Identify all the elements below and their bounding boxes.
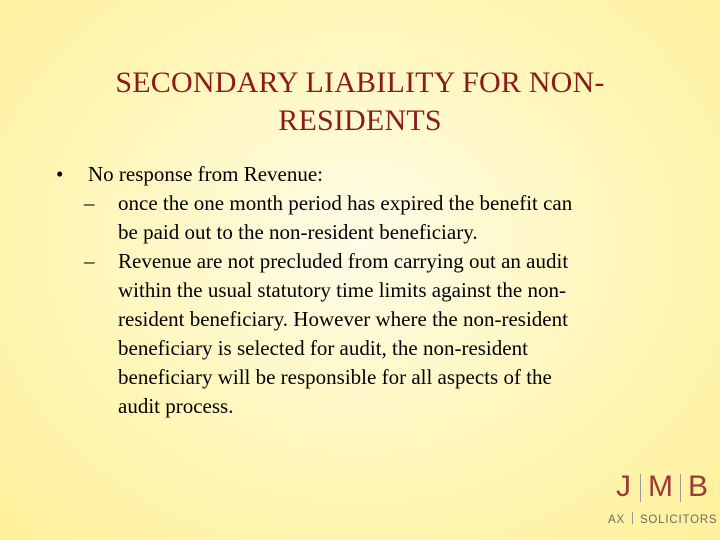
slide-title [60, 64, 660, 140]
slide-title-line-1: SECONDARY LIABILITY FOR NON- [115, 66, 605, 99]
sub-item-marker: – [84, 191, 95, 215]
logo-divider [632, 512, 633, 524]
logo-letter-b: B [688, 470, 709, 503]
sub-item-2 [56, 247, 656, 421]
sub-item-2-line-1: Revenue are not precluded from carrying out an audit [118, 249, 569, 273]
logo-letter-j: J [616, 470, 631, 503]
sub-item-1-line-1: once the one month period has expired the benefit can [118, 191, 573, 215]
logo-divider [680, 474, 681, 502]
logo-tagline-part-2: SOLICITORS [639, 514, 718, 526]
sub-item-2-line-4: beneficiary is selected for audit, the non-resident [118, 336, 528, 360]
sub-item-2-line-5: beneficiary will be responsible for all aspects of the [118, 365, 552, 389]
firm-logo [600, 468, 720, 540]
sub-item-2-line-3: resident beneficiary. However where the non-resident [118, 307, 568, 331]
logo-divider [640, 474, 641, 502]
slide-content [56, 160, 656, 421]
sub-item-1 [56, 189, 656, 247]
logo-tagline-part-1: AX [608, 514, 625, 526]
sub-item-1-line-2: be paid out to the non-resident beneficiary. [118, 220, 478, 244]
sub-item-marker: – [84, 249, 95, 273]
bullet-marker: • [56, 162, 64, 186]
sub-item-2-line-2: within the usual statutory time limits against the non- [118, 278, 566, 302]
bullet-text: No response from Revenue: [88, 162, 324, 186]
slide-title-line-2: RESIDENTS [278, 104, 442, 137]
sub-item-2-line-6: audit process. [118, 394, 234, 418]
logo-letter-m: M [648, 470, 673, 503]
logo-tagline [608, 512, 717, 526]
bullet-item [56, 160, 656, 189]
